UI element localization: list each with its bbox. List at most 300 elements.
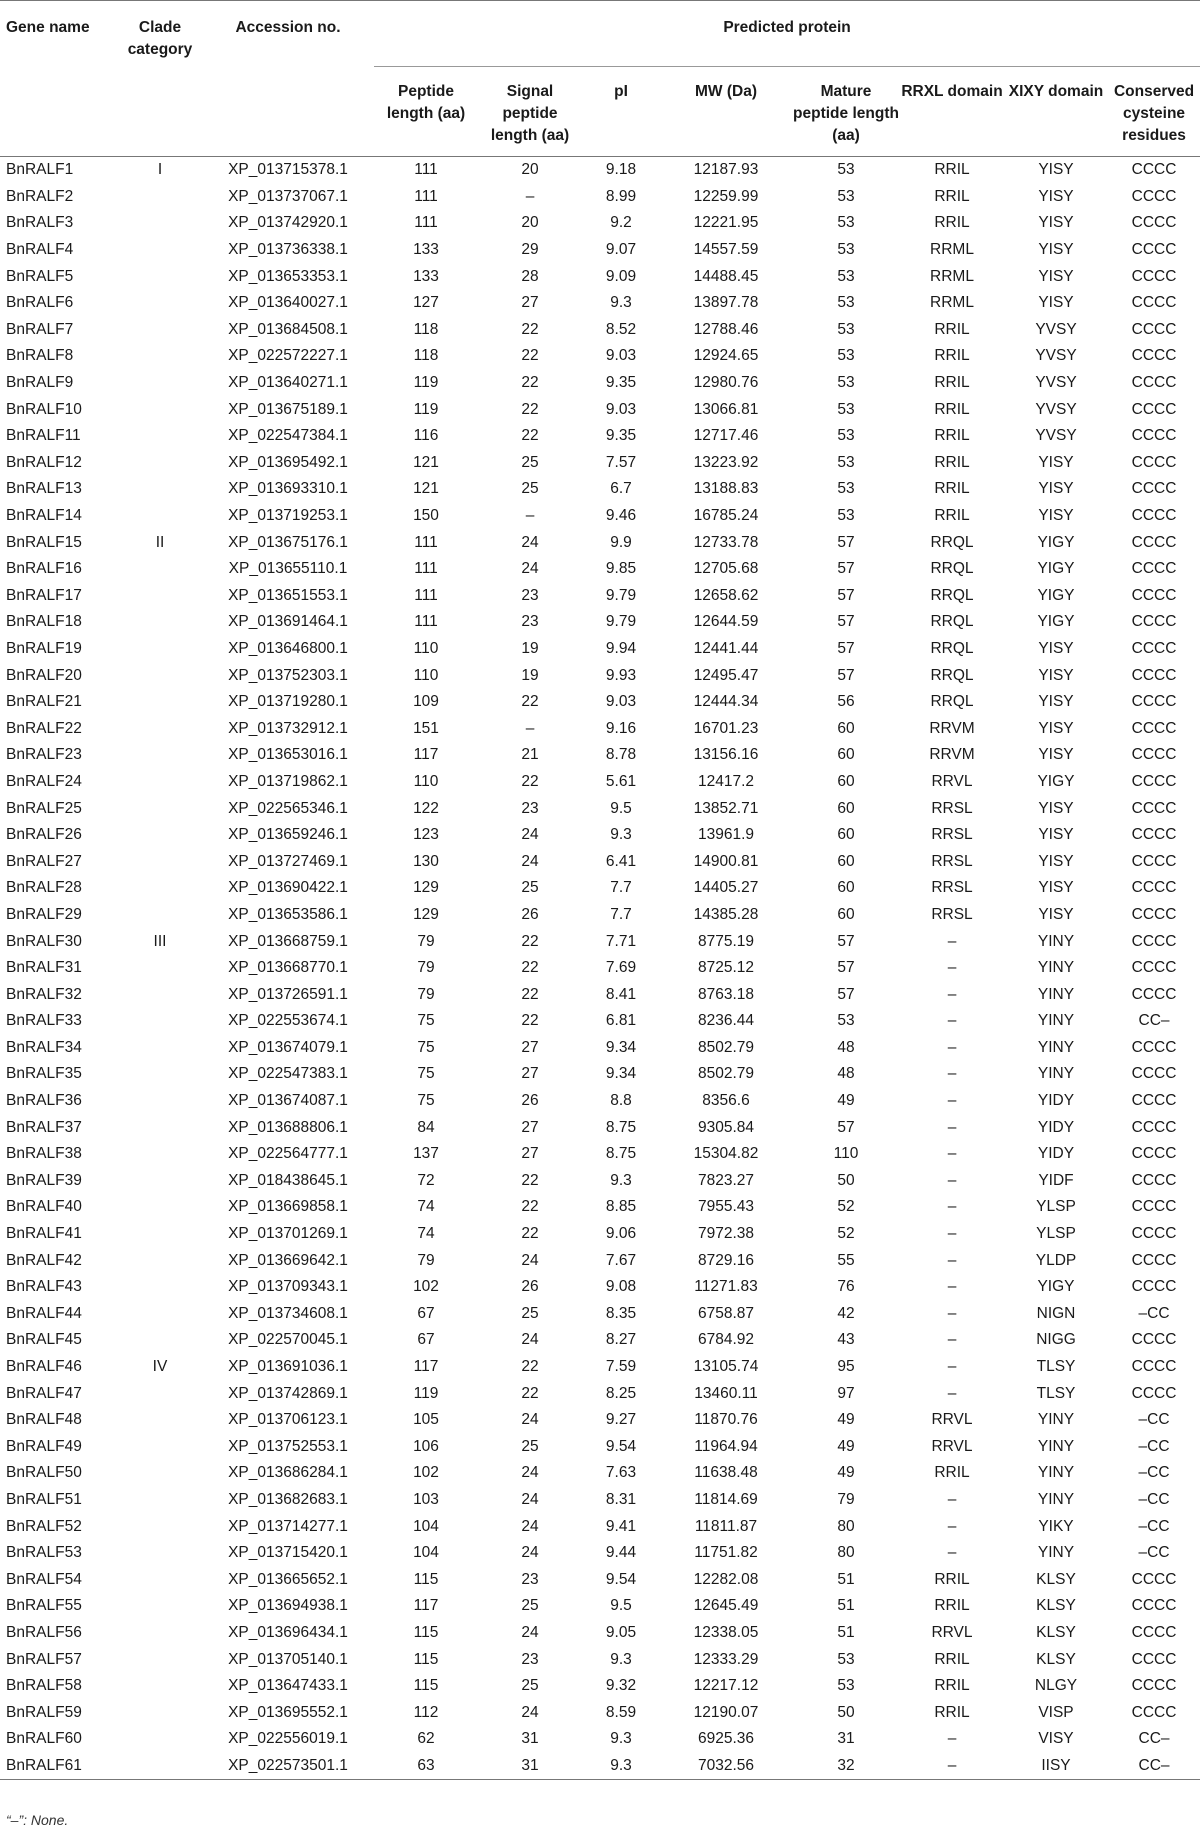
cysteine-cell: CCCC: [1131, 1065, 1177, 1083]
table-row: [0, 1513, 1200, 1540]
accession-cell: XP_013640271.1: [228, 374, 348, 392]
cysteine-cell: CCCC: [1131, 1225, 1177, 1243]
gene-name-cell: BnRALF39: [6, 1171, 82, 1189]
gene-name-cell: BnRALF27: [6, 852, 82, 870]
rrxl-cell: –: [947, 1171, 957, 1189]
accession-cell: XP_013742920.1: [228, 214, 348, 232]
gene-name-cell: BnRALF18: [6, 613, 82, 631]
peptide-length-cell: 67: [417, 1304, 435, 1322]
clade-cell: [118, 1061, 202, 1088]
peptide-length-cell: 117: [413, 1597, 439, 1615]
xixy-cell: YLSP: [1036, 1198, 1076, 1216]
pi-cell: 9.32: [605, 1677, 637, 1695]
gene-name-cell: BnRALF26: [6, 826, 82, 844]
pi-cell: 8.31: [605, 1490, 637, 1508]
mw-cell: 7032.56: [660, 1753, 792, 1780]
signal-peptide-cell: 23: [521, 1650, 539, 1668]
mw-cell: 7955.43: [697, 1198, 755, 1216]
gene-name-cell: BnRALF60: [6, 1730, 82, 1748]
clade-cell: [118, 742, 202, 769]
rrxl-cell: RRVM: [929, 719, 975, 737]
cysteine-cell: CCCC: [1131, 985, 1177, 1003]
peptide-length-cell: 74: [417, 1198, 435, 1216]
signal-peptide-cell: 22: [521, 347, 539, 365]
pi-cell: 9.03: [605, 400, 637, 418]
clade-cell: [118, 1753, 202, 1780]
table-row: [0, 1141, 1200, 1168]
xixy-cell: NIGG: [1036, 1331, 1076, 1349]
peptide-length-cell: 110: [413, 639, 439, 657]
xixy-cell: VISY: [1038, 1730, 1074, 1748]
pi-cell: 9.34: [605, 1038, 637, 1056]
cysteine-cell: CCCC: [1131, 533, 1177, 551]
cysteine-cell: CCCC: [1131, 1092, 1177, 1110]
clade-cell: [118, 290, 202, 317]
clade-cell: I: [157, 161, 163, 179]
peptide-length-cell: 109: [413, 693, 439, 711]
peptide-length-cell: 104: [413, 1517, 439, 1535]
accession-cell: XP_013752553.1: [228, 1437, 348, 1455]
cysteine-cell: –CC: [1138, 1464, 1170, 1482]
xixy-cell: YIGY: [1037, 533, 1075, 551]
mature-peptide-cell: 79: [837, 1490, 855, 1508]
signal-peptide-cell: 22: [521, 693, 539, 711]
table-row: [0, 290, 1200, 317]
gene-name-cell: BnRALF47: [6, 1384, 82, 1402]
xixy-cell: YISY: [1038, 161, 1074, 179]
table-body: [0, 157, 1200, 1780]
rrxl-cell: RRSL: [931, 905, 973, 923]
table-row: [0, 1327, 1200, 1354]
xixy-cell: YLDP: [1035, 1251, 1077, 1269]
accession-cell: XP_013695552.1: [228, 1703, 348, 1721]
table-row: [0, 1487, 1200, 1514]
accession-cell: XP_013732912.1: [228, 719, 348, 737]
gene-name-cell: BnRALF3: [6, 214, 74, 232]
rrxl-cell: RRIL: [934, 187, 970, 205]
xixy-cell: KLSY: [1036, 1570, 1076, 1588]
xixy-cell: YIGY: [1037, 1278, 1075, 1296]
gene-name-cell: BnRALF50: [6, 1464, 82, 1482]
gene-name-cell: BnRALF29: [6, 905, 82, 923]
mature-peptide-cell: 76: [837, 1278, 855, 1296]
table-row: [0, 662, 1200, 689]
signal-peptide-cell: 31: [521, 1730, 539, 1748]
pi-cell: 9.2: [610, 214, 632, 232]
mature-peptide-cell: 53: [837, 400, 855, 418]
mw-cell: 13105.74: [693, 1358, 759, 1376]
table-row: [0, 1460, 1200, 1487]
signal-peptide-cell: 22: [521, 320, 539, 338]
cysteine-cell: CCCC: [1131, 400, 1177, 418]
mature-peptide-cell: 43: [837, 1331, 855, 1349]
clade-cell: [118, 1726, 202, 1753]
mature-peptide-cell: 60: [837, 826, 855, 844]
table-row: [0, 1726, 1200, 1753]
gene-name-cell: BnRALF55: [6, 1597, 82, 1615]
pi-cell: 6.41: [605, 852, 637, 870]
mw-cell: 16701.23: [693, 719, 759, 737]
peptide-length-cell: 119: [413, 400, 439, 418]
header-pi: pI: [614, 83, 628, 100]
gene-name-cell: BnRALF23: [6, 746, 82, 764]
signal-peptide-cell: 23: [521, 586, 539, 604]
accession-cell: XP_013653586.1: [228, 905, 348, 923]
xixy-cell: YISY: [1038, 480, 1074, 498]
cysteine-cell: CCCC: [1131, 453, 1177, 471]
pi-cell: 7.7: [610, 879, 632, 897]
cysteine-cell: CCCC: [1131, 1278, 1177, 1296]
peptide-length-cell: 116: [413, 427, 439, 445]
accession-cell: XP_022553674.1: [228, 1012, 348, 1030]
peptide-length-cell: 112: [413, 1703, 439, 1721]
mw-cell: 12221.95: [693, 214, 759, 232]
cysteine-cell: CCCC: [1131, 932, 1177, 950]
table-row: [0, 556, 1200, 583]
clade-cell: II: [155, 533, 165, 551]
accession-cell: XP_013714277.1: [228, 1517, 348, 1535]
mature-peptide-cell: 57: [837, 985, 855, 1003]
peptide-length-cell: 110: [413, 666, 439, 684]
clade-cell: [118, 1646, 202, 1673]
xixy-cell: YVSY: [1035, 374, 1077, 392]
peptide-length-cell: 75: [417, 1092, 435, 1110]
xixy-cell: YINY: [1037, 1012, 1075, 1030]
mw-cell: 12282.08: [693, 1570, 759, 1588]
xixy-cell: YINY: [1037, 1411, 1075, 1429]
clade-cell: [118, 423, 202, 450]
gene-name-cell: BnRALF46: [6, 1358, 82, 1376]
peptide-length-cell: 67: [417, 1331, 435, 1349]
clade-cell: [118, 1035, 202, 1062]
peptide-length-cell: 151: [413, 719, 439, 737]
rrxl-cell: RRML: [930, 294, 974, 312]
cysteine-cell: CCCC: [1131, 1570, 1177, 1588]
cysteine-cell: CCCC: [1131, 959, 1177, 977]
pi-cell: 9.3: [582, 1753, 660, 1780]
rrxl-cell: RRIL: [934, 1464, 970, 1482]
pi-cell: 8.8: [610, 1092, 632, 1110]
mw-cell: 11964.94: [694, 1437, 758, 1455]
gene-name-cell: BnRALF45: [6, 1331, 82, 1349]
cysteine-cell: CCCC: [1131, 1597, 1177, 1615]
mw-cell: 11811.87: [694, 1517, 758, 1535]
rrxl-cell: –: [947, 1730, 957, 1748]
accession-cell: XP_013655110.1: [228, 560, 348, 578]
rrxl-cell: RRIL: [934, 1570, 970, 1588]
peptide-length-cell: 129: [413, 879, 439, 897]
cysteine-cell: CCCC: [1131, 1171, 1177, 1189]
rrxl-cell: RRML: [930, 241, 974, 259]
table-row: [0, 955, 1200, 982]
rrxl-cell: RRVM: [929, 746, 975, 764]
pi-cell: 9.3: [610, 1730, 632, 1748]
table-header: [0, 1, 1200, 157]
accession-cell: XP_013674079.1: [228, 1038, 348, 1056]
mw-cell: 12417.2: [697, 772, 755, 790]
xixy-cell: YIKY: [1038, 1517, 1074, 1535]
pi-cell: 9.3: [610, 826, 632, 844]
accession-cell: XP_013701269.1: [228, 1225, 348, 1243]
gene-name-cell: BnRALF53: [6, 1544, 82, 1562]
signal-peptide-cell: 22: [521, 932, 539, 950]
header-peptide-length: Peptide length (aa): [386, 83, 466, 122]
rrxl-cell: RRIL: [934, 507, 970, 525]
pi-cell: 9.06: [605, 1225, 637, 1243]
signal-peptide-cell: 22: [521, 772, 539, 790]
mature-peptide-cell: 53: [837, 161, 855, 179]
pi-cell: 5.61: [605, 772, 637, 790]
cysteine-cell: CCCC: [1131, 799, 1177, 817]
pi-cell: 9.41: [605, 1517, 637, 1535]
signal-peptide-cell: 24: [521, 1411, 539, 1429]
peptide-length-cell: 137: [413, 1145, 439, 1163]
signal-peptide-cell: 25: [521, 1597, 539, 1615]
pi-cell: 7.69: [605, 959, 637, 977]
mature-peptide-cell: 53: [837, 187, 855, 205]
mature-peptide-cell: 50: [837, 1703, 855, 1721]
mature-peptide-cell: 80: [837, 1517, 855, 1535]
accession-cell: XP_013752303.1: [228, 666, 348, 684]
accession-cell: XP_013688806.1: [228, 1118, 348, 1136]
xixy-cell: YISY: [1038, 666, 1074, 684]
clade-cell: [118, 1513, 202, 1540]
xixy-cell: YINY: [1037, 959, 1075, 977]
table-row: [0, 370, 1200, 397]
table-row: [0, 396, 1200, 423]
table-row: [0, 237, 1200, 264]
mw-cell: 8729.16: [697, 1251, 755, 1269]
signal-peptide-cell: 22: [521, 1384, 539, 1402]
gene-name-cell: BnRALF44: [6, 1304, 82, 1322]
xixy-cell: YISY: [1038, 639, 1074, 657]
mw-cell: 13156.16: [693, 746, 759, 764]
mature-peptide-cell: 52: [837, 1225, 855, 1243]
signal-peptide-cell: 22: [521, 959, 539, 977]
table-row: [0, 902, 1200, 929]
accession-cell: XP_013737067.1: [228, 187, 348, 205]
gene-name-cell: BnRALF51: [6, 1490, 82, 1508]
xixy-cell: TLSY: [1036, 1384, 1076, 1402]
mature-peptide-cell: 53: [837, 214, 855, 232]
mw-cell: 14405.27: [693, 879, 759, 897]
mature-peptide-cell: 51: [837, 1623, 855, 1641]
rrxl-cell: RRVL: [931, 772, 973, 790]
rrxl-cell: –: [947, 985, 957, 1003]
cysteine-cell: CCCC: [1131, 480, 1177, 498]
mature-peptide-cell: 57: [837, 1118, 855, 1136]
mature-peptide-cell: 60: [837, 719, 855, 737]
pi-cell: 8.75: [605, 1145, 637, 1163]
clade-cell: [118, 370, 202, 397]
accession-cell: XP_013647433.1: [228, 1677, 348, 1695]
pi-cell: 9.3: [610, 1171, 632, 1189]
table-row: [0, 822, 1200, 849]
clade-cell: [118, 795, 202, 822]
table-footnote: “–”: None.: [6, 1812, 69, 1828]
pi-cell: 9.5: [610, 799, 632, 817]
mw-cell: 14900.81: [693, 852, 759, 870]
peptide-length-cell: 111: [414, 214, 438, 232]
accession-cell: XP_013674087.1: [228, 1092, 348, 1110]
mature-peptide-cell: 57: [837, 959, 855, 977]
peptide-length-cell: 79: [417, 959, 435, 977]
xixy-cell: KLSY: [1036, 1623, 1076, 1641]
mw-cell: 15304.82: [693, 1145, 759, 1163]
mw-cell: 13188.83: [693, 480, 759, 498]
signal-peptide-cell: 25: [521, 1437, 539, 1455]
peptide-length-cell: 130: [413, 852, 439, 870]
peptide-length-cell: 75: [417, 1012, 435, 1030]
xixy-cell: NIGN: [1036, 1304, 1076, 1322]
mw-cell: 8725.12: [697, 959, 755, 977]
xixy-cell: YINY: [1037, 1464, 1075, 1482]
xixy-cell: YIGY: [1037, 772, 1075, 790]
accession-cell: XP_013696434.1: [228, 1623, 348, 1641]
accession-cell: XP_013668759.1: [228, 932, 348, 950]
mature-peptide-cell: 53: [837, 480, 855, 498]
mature-peptide-cell: 57: [837, 586, 855, 604]
table-row: [0, 423, 1200, 450]
header-mw: MW (Da): [695, 83, 757, 100]
signal-peptide-cell: 26: [521, 905, 539, 923]
signal-peptide-cell: 20: [521, 214, 539, 232]
cysteine-cell: CCCC: [1131, 1358, 1177, 1376]
clade-cell: [118, 1247, 202, 1274]
signal-peptide-cell: –: [525, 507, 535, 525]
cysteine-cell: –CC: [1138, 1490, 1170, 1508]
clade-cell: [118, 1540, 202, 1567]
clade-cell: [118, 1407, 202, 1434]
cysteine-cell: CCCC: [1131, 826, 1177, 844]
peptide-length-cell: 129: [413, 905, 439, 923]
signal-peptide-cell: 22: [521, 1198, 539, 1216]
cysteine-cell: CCCC: [1131, 613, 1177, 631]
rrxl-cell: –: [947, 1225, 957, 1243]
gene-name-cell: BnRALF4: [6, 241, 74, 259]
table-row: [0, 1673, 1200, 1700]
accession-cell: XP_013715378.1: [228, 161, 348, 179]
mature-peptide-cell: 49: [837, 1411, 855, 1429]
rrxl-cell: RRIL: [934, 400, 970, 418]
cysteine-cell: CCCC: [1131, 374, 1177, 392]
peptide-length-cell: 103: [413, 1490, 439, 1508]
cysteine-cell: CCCC: [1131, 1650, 1177, 1668]
signal-peptide-cell: –: [525, 719, 535, 737]
mature-peptide-cell: 57: [837, 932, 855, 950]
signal-peptide-cell: 22: [521, 1358, 539, 1376]
clade-cell: [118, 450, 202, 477]
peptide-length-cell: 104: [413, 1544, 439, 1562]
clade-cell: [118, 955, 202, 982]
mature-peptide-cell: 53: [837, 347, 855, 365]
table-row: [0, 1407, 1200, 1434]
signal-peptide-cell: 25: [521, 1677, 539, 1695]
mw-cell: 12338.05: [693, 1623, 759, 1641]
mature-peptide-cell: 53: [837, 1677, 855, 1695]
cysteine-cell: –CC: [1138, 1544, 1170, 1562]
gene-name-cell: BnRALF7: [6, 320, 74, 338]
rrxl-cell: RRVL: [931, 1411, 973, 1429]
peptide-length-cell: 84: [417, 1118, 435, 1136]
gene-name-cell: BnRALF8: [6, 347, 74, 365]
table-row: [0, 875, 1200, 902]
rrxl-cell: RRVL: [931, 1437, 973, 1455]
table-row: [0, 1088, 1200, 1115]
table-row: [0, 1114, 1200, 1141]
mature-peptide-cell: 49: [837, 1464, 855, 1482]
clade-cell: [118, 981, 202, 1008]
signal-peptide-cell: 24: [521, 1464, 539, 1482]
table-row: [0, 263, 1200, 290]
rrxl-cell: RRIL: [934, 480, 970, 498]
cysteine-cell: CCCC: [1131, 905, 1177, 923]
rrxl-cell: –: [900, 1753, 1004, 1780]
header-gene-name: Gene name: [6, 19, 90, 36]
gene-name-cell: BnRALF36: [6, 1092, 82, 1110]
mw-cell: 8356.6: [702, 1092, 750, 1110]
accession-cell: XP_013669858.1: [228, 1198, 348, 1216]
accession-cell: XP_013668770.1: [228, 959, 348, 977]
pi-cell: 6.7: [610, 480, 632, 498]
pi-cell: 9.85: [605, 560, 637, 578]
xixy-cell: YISY: [1038, 507, 1074, 525]
signal-peptide-cell: 27: [521, 1065, 539, 1083]
pi-cell: 7.59: [605, 1358, 637, 1376]
rrxl-cell: RRIL: [934, 320, 970, 338]
header-conserved-cysteine: Conserved cysteine residues: [1113, 83, 1195, 144]
accession-cell: XP_018438645.1: [228, 1171, 348, 1189]
gene-name-cell: BnRALF5: [6, 267, 74, 285]
cysteine-cell: CCCC: [1131, 639, 1177, 657]
clade-cell: [118, 1566, 202, 1593]
clade-cell: [118, 848, 202, 875]
accession-cell: XP_013646800.1: [228, 639, 348, 657]
signal-peptide-cell: 27: [521, 1038, 539, 1056]
signal-peptide-cell: 28: [521, 267, 539, 285]
rrxl-cell: RRQL: [930, 666, 974, 684]
mw-cell: 13897.78: [693, 294, 759, 312]
rrxl-cell: –: [947, 1384, 957, 1402]
gene-name-cell: BnRALF11: [6, 427, 81, 445]
signal-peptide-cell: 25: [521, 480, 539, 498]
accession-cell: XP_013705140.1: [228, 1650, 348, 1668]
mw-cell: 14488.45: [693, 267, 759, 285]
clade-cell: [118, 184, 202, 211]
signal-peptide-cell: 22: [521, 400, 539, 418]
accession-cell: XP_013734608.1: [228, 1304, 348, 1322]
rrxl-cell: RRIL: [934, 1597, 970, 1615]
gene-name-cell: BnRALF54: [6, 1570, 82, 1588]
clade-cell: [118, 1487, 202, 1514]
clade-cell: [118, 1673, 202, 1700]
cysteine-cell: CCCC: [1131, 693, 1177, 711]
rrxl-cell: –: [947, 1517, 957, 1535]
mature-peptide-cell: 32: [792, 1753, 900, 1780]
signal-peptide-cell: 23: [521, 1570, 539, 1588]
header-signal-peptide-length: Signal peptide length (aa): [490, 83, 570, 144]
mw-cell: 8763.18: [697, 985, 755, 1003]
gene-name-cell: BnRALF14: [6, 507, 82, 525]
cysteine-cell: –CC: [1138, 1437, 1170, 1455]
peptide-length-cell: 117: [413, 1358, 439, 1376]
xixy-cell: TLSY: [1036, 1358, 1076, 1376]
mw-cell: 12980.76: [693, 374, 759, 392]
mw-cell: 11271.83: [694, 1278, 758, 1296]
rrxl-cell: RRQL: [930, 693, 974, 711]
clade-cell: [118, 1460, 202, 1487]
peptide-length-cell: 115: [413, 1650, 439, 1668]
